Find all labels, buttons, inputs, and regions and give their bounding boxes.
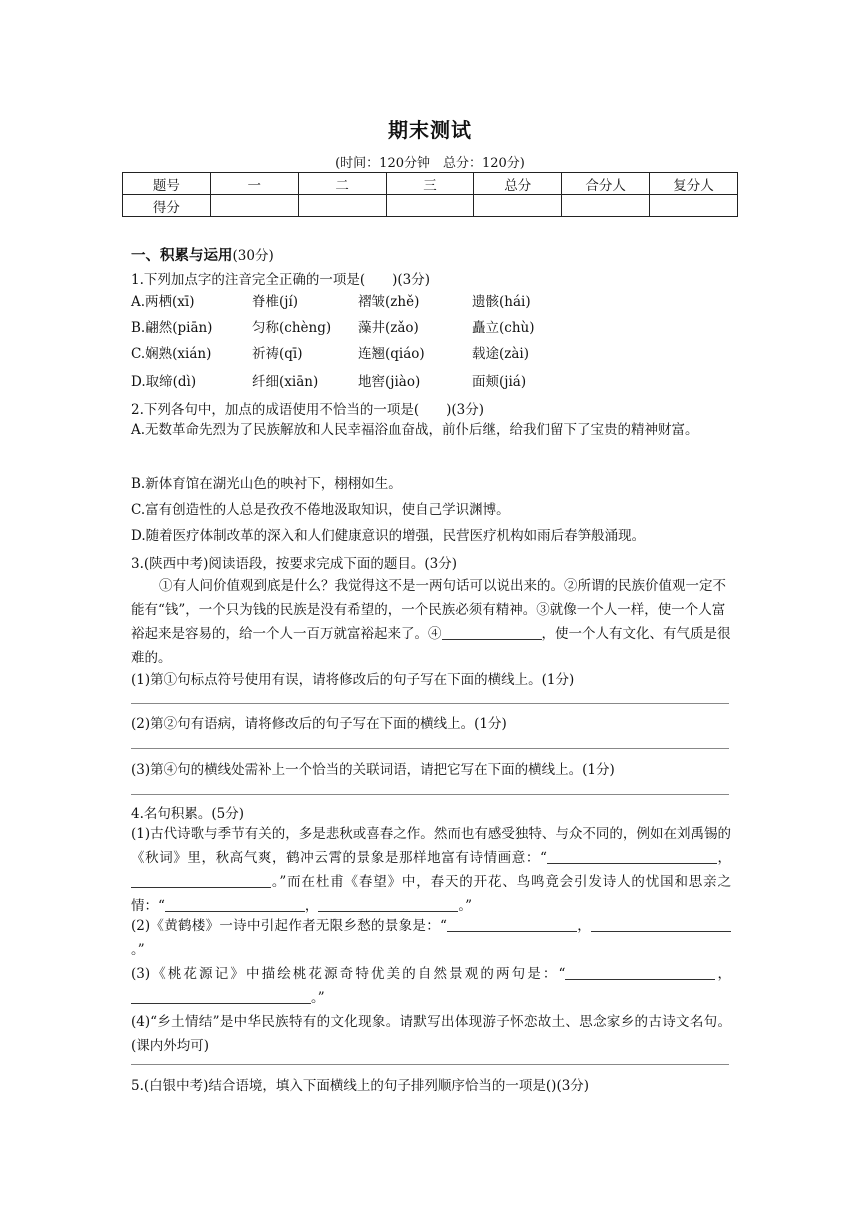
q4-sub-2 [131, 914, 731, 962]
punctuation: 。” [458, 898, 473, 914]
q2-option-c: C.富有创造性的人总是孜孜不倦地汲取知识，使自己学识渊博。 [131, 502, 510, 518]
answer-blank[interactable] [318, 897, 458, 912]
page-title: 期末测试 [388, 118, 472, 142]
answer-line[interactable] [131, 748, 729, 749]
q1-option-c: C.娴熟(xián) [131, 346, 212, 362]
q4-sub-4: (4)“乡土情结”是中华民族特有的文化现象。请默写出体现游子怀恋故土、思念家乡的古诗文名句。(课内外均可) [131, 1014, 731, 1054]
q1-option-c-word: 连翘(qiáo) [358, 346, 425, 362]
punctuation: 。” [311, 990, 325, 1006]
q4-sub-1-continued: 。”而在杜甫《春望》中，春天的开花、鸟鸣竟会引发诗人的忧国和思亲之情：“ [131, 874, 731, 914]
answer-blank[interactable] [165, 897, 305, 912]
answer-blank[interactable] [547, 849, 717, 864]
q1-option-d: D.取缔(dì) [131, 374, 197, 390]
answer-line[interactable] [131, 703, 729, 704]
q1-option-c-word: 载途(zài) [472, 346, 530, 362]
score-header-cell: 总分 [474, 173, 562, 195]
question-3-stem: 3.(陕西中考)阅读语段，按要求完成下面的题目。(3分) [131, 556, 458, 572]
question-5-stem: 5.(白银中考)结合语境，填入下面横线上的句子排列顺序恰当的一项是()(3分) [131, 1078, 590, 1094]
score-header-cell: 复分人 [650, 173, 738, 195]
q1-option-c-word: 祈祷(qī) [252, 346, 303, 362]
q2-option-a: A.无数革命先烈为了民族解放和人民幸福浴血奋战，前仆后继，给我们留下了宝贵的精神财富。 [131, 422, 699, 438]
q2-option-d: D.随着医疗体制改革的深入和人们健康意识的增强，民营医疗机构如雨后春笋般涌现。 [131, 528, 646, 544]
q3-passage-blank[interactable] [442, 625, 542, 640]
q1-option-d-word: 地窖(jiào) [358, 374, 421, 390]
q3-sub-1: (1)第①句标点符号使用有误，请将修改后的句子写在下面的横线上。(1分) [131, 672, 575, 688]
score-table-score-row [123, 195, 738, 217]
q1-option-a-word: 褶皱(zhě) [358, 294, 420, 310]
score-cell[interactable] [562, 195, 650, 217]
q4-sub-3 [131, 962, 731, 1010]
exam-info: (时间：120分钟 总分：120分) [335, 156, 525, 171]
q1-option-d-word: 面颊(jiá) [472, 374, 527, 390]
q1-option-b-word: 匀称(chèng) [252, 320, 332, 336]
q1-option-a-word: 脊椎(jí) [252, 294, 299, 310]
q1-option-d-word: 纤细(xiān) [252, 374, 319, 390]
punctuation: ， [716, 850, 732, 866]
punctuation: ， [304, 898, 319, 914]
section-title: 一、积累与运用 [131, 248, 233, 264]
question-1-stem: 1.下列加点字的注音完全正确的一项是( )(3分) [131, 272, 431, 288]
q3-passage-tail: ，使一个人有文化、有气质是很难的。 [131, 626, 731, 666]
q1-option-a: A.两栖(xī) [131, 294, 195, 310]
score-cell[interactable] [474, 195, 562, 217]
q4-sub-3-text: (3)《桃花源记》中描绘桃花源奇特优美的自然景观的两句是：“ [131, 966, 566, 982]
score-table-header-row [123, 173, 738, 195]
q4-sub-1-text: (1)古代诗歌与季节有关的，多是悲秋或喜春之作。然而也有感受独特、与众不同的，例如在刘禹锡的《秋词》里，秋高气爽，鹤冲云霄的景象是那样地富有诗情画意： [131, 826, 731, 866]
q1-option-b-word: 矗立(chù) [472, 320, 535, 336]
score-cell[interactable] [386, 195, 474, 217]
q2-option-b: B.新体育馆在湖光山色的映衬下，栩栩如生。 [131, 476, 402, 492]
score-cell[interactable] [210, 195, 298, 217]
score-row-label: 得分 [123, 195, 211, 217]
answer-blank[interactable] [565, 965, 715, 980]
score-header-cell: 三 [386, 173, 474, 195]
punctuation: ， [576, 918, 592, 934]
answer-blank[interactable] [447, 917, 577, 932]
section-points: (30分) [232, 248, 274, 264]
q1-option-b: B.翩然(piān) [131, 320, 213, 336]
punctuation: 。” [131, 942, 145, 958]
score-cell[interactable] [298, 195, 386, 217]
answer-line[interactable] [131, 794, 729, 795]
q4-sub-1 [131, 822, 731, 918]
score-table [122, 172, 738, 217]
score-header-cell: 合分人 [562, 173, 650, 195]
q1-option-b-word: 藻井(zǎo) [358, 320, 419, 336]
q3-passage [131, 574, 731, 670]
answer-blank[interactable] [591, 917, 731, 932]
question-2-stem: 2.下列各句中，加点的成语使用不恰当的一项是( )(3分) [131, 402, 485, 418]
q1-option-a-word: 遗骸(hái) [472, 294, 531, 310]
q3-sub-2: (2)第②句有语病，请将修改后的句子写在下面的横线上。(1分) [131, 716, 507, 732]
q3-passage-text: ①有人问价值观到底是什么？我觉得这不是一两句话可以说出来的。②所谓的民族价值观一定不能有“钱”，一个只为钱的民族是没有希望的，一个民族必须有精神。③就像一个人一样，使一个人富裕起来是容易的，给一个人一百万就富裕起来了。④ [131, 578, 726, 642]
quote-mark: “ [540, 850, 547, 866]
section-heading [131, 244, 274, 265]
punctuation: ， [715, 966, 731, 982]
score-header-cell: 一 [210, 173, 298, 195]
answer-line[interactable] [131, 1064, 729, 1065]
q4-sub-2-text: (2)《黄鹤楼》一诗中引起作者无限乡愁的景象是：“ [131, 918, 447, 934]
question-4-stem: 4.名句积累。(5分) [131, 806, 245, 822]
answer-blank[interactable] [131, 989, 311, 1004]
q3-sub-3: (3)第④句的横线处需补上一个恰当的关联词语，请把它写在下面的横线上。(1分) [131, 762, 615, 778]
score-header-cell: 二 [298, 173, 386, 195]
answer-blank[interactable] [131, 873, 271, 888]
score-header-cell: 题号 [123, 173, 211, 195]
score-cell[interactable] [650, 195, 738, 217]
